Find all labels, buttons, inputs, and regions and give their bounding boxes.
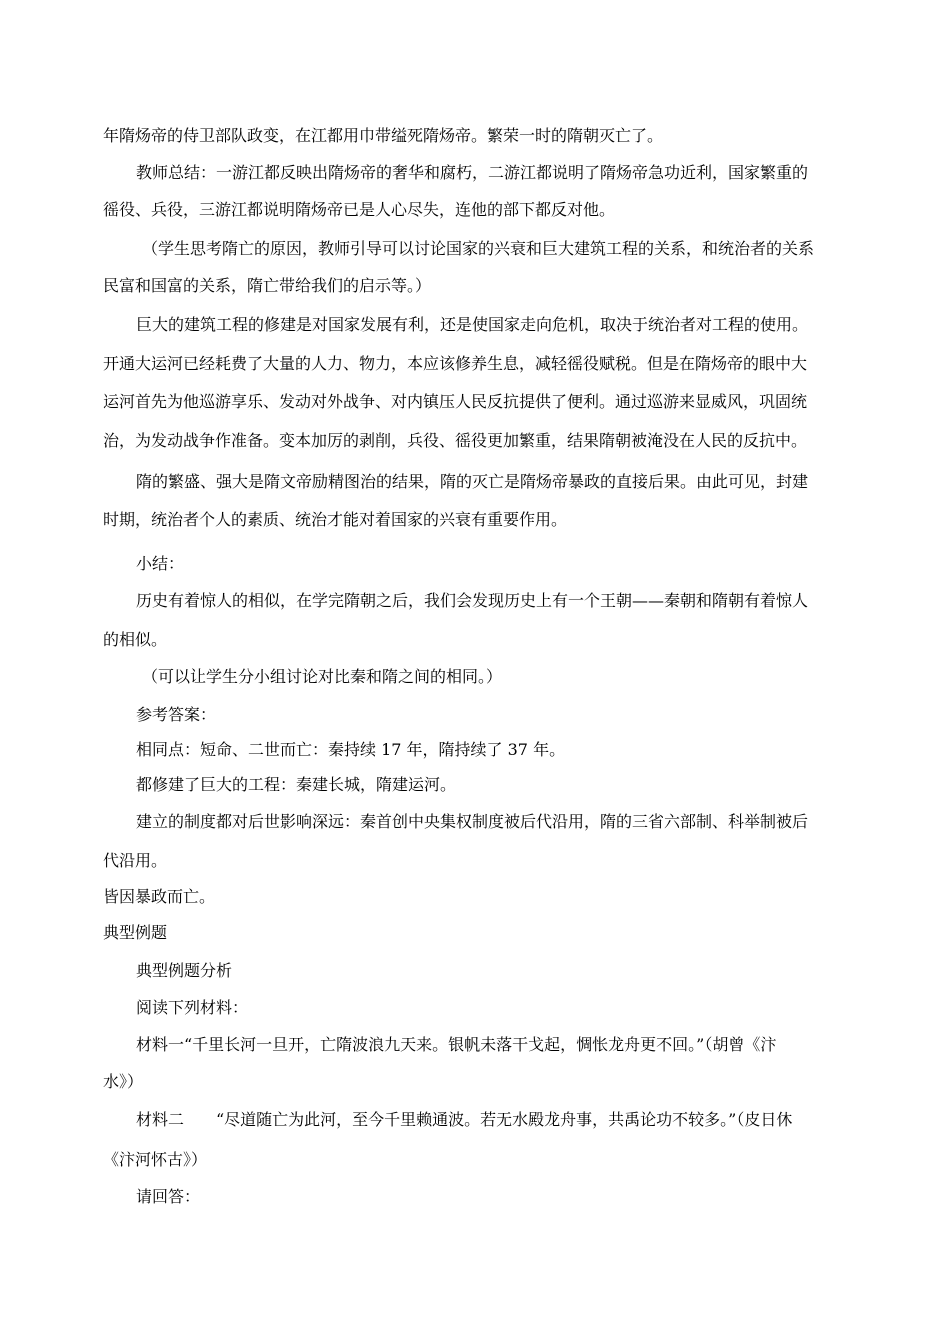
paragraph-line: 《汴河怀古》）: [103, 1150, 208, 1169]
paragraph-line: 年隋炀帝的侍卫部队政变，在江都用巾带缢死隋炀帝。繁荣一时的隋朝灭亡了。: [103, 126, 664, 145]
paragraph-line: 时期，统治者个人的素质、统治才能对着国家的兴衰有重要作用。: [103, 510, 568, 529]
paragraph-line: 教师总结：一游江都反映出隋炀帝的奢华和腐朽，二游江都说明了隋炀帝急功近利，国家繁重的: [136, 163, 809, 182]
paragraph-line: 徭役、兵役，三游江都说明隋炀帝已是人心尽失，连他的部下都反对他。: [103, 200, 616, 219]
section-heading: 典型例题: [103, 923, 168, 942]
paragraph-line: 相同点：短命、二世而亡：秦持续 17 年，隋持续了 37 年。: [136, 740, 566, 759]
paragraph-line: 民富和国富的关系，隋亡带给我们的启示等。）: [103, 276, 432, 295]
paragraph-line: 都修建了巨大的工程：秦建长城，隋建运河。: [136, 775, 457, 794]
paragraph-line: 代沿用。: [103, 851, 168, 870]
paragraph-line: 开通大运河已经耗费了大量的人力、物力，本应该修养生息，减轻徭役赋税。但是在隋炀帝的眼中大: [103, 354, 808, 373]
paragraph-line: 的相似。: [103, 630, 168, 649]
paragraph-line: 运河首先为他巡游享乐、发动对外战争、对内镇压人民反抗提供了便利。通过巡游来显威风，巩固统: [103, 392, 808, 411]
paragraph-line: 水》）: [103, 1072, 144, 1091]
paragraph-line: 请回答：: [136, 1187, 201, 1206]
paragraph-line: 皆因暴政而亡。: [103, 887, 216, 906]
section-heading: 典型例题分析: [136, 961, 233, 980]
paragraph-line: （学生思考隋亡的原因，教师引导可以讨论国家的兴衰和巨大建筑工程的关系，和统治者的关系: [142, 239, 815, 258]
paragraph-line: 治，为发动战争作准备。变本加厉的剥削，兵役、徭役更加繁重，结果隋朝被淹没在人民的反抗中。: [103, 431, 808, 450]
section-label: 参考答案：: [136, 705, 217, 724]
paragraph-line: 历史有着惊人的相似，在学完隋朝之后，我们会发现历史上有一个王朝——秦朝和隋朝有着惊人: [136, 591, 809, 610]
paragraph-line: 建立的制度都对后世影响深远：秦首创中央集权制度被后代沿用，隋的三省六部制、科举制被后: [136, 812, 809, 831]
paragraph-line: （可以让学生分小组讨论对比秦和隋之间的相同。）: [142, 667, 503, 686]
paragraph-line: 材料一“千里长河一旦开，亡隋波浪九天来。银帆未落干戈起，惆怅龙舟更不回。”（胡曾《汴: [136, 1035, 777, 1054]
section-label: 小结：: [136, 554, 185, 573]
paragraph-line: 阅读下列材料：: [136, 998, 249, 1017]
paragraph-line: 巨大的建筑工程的修建是对国家发展有利，还是使国家走向危机，取决于统治者对工程的使用。: [136, 315, 809, 334]
paragraph-line: 材料二 “尽道随亡为此河，至今千里赖通波。若无水殿龙舟事，共禹论功不较多。”（皮日休: [136, 1110, 793, 1129]
paragraph-line: 隋的繁盛、强大是隋文帝励精图治的结果，隋的灭亡是隋炀帝暴政的直接后果。由此可见，封建: [136, 472, 809, 491]
